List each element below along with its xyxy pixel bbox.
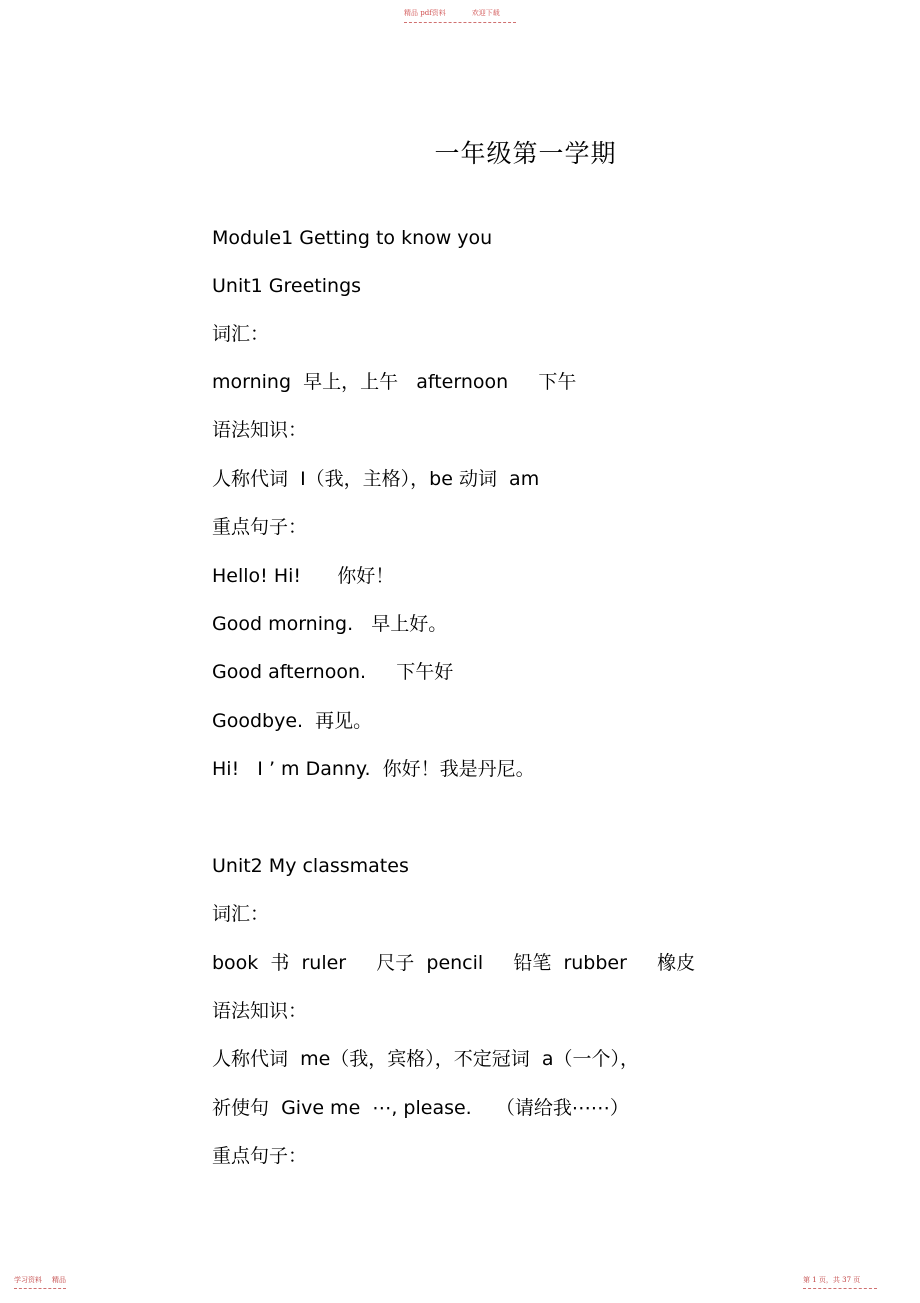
header-left-text: 精品 pdf资料	[404, 9, 446, 17]
vocabulary-line: book 书 ruler 尺子 pencil 铅笔 rubber 橡皮	[212, 952, 696, 974]
section-label: 词汇：	[212, 323, 270, 345]
document-title: 一年级第一学期	[434, 139, 617, 168]
footer-right-divider	[803, 1288, 877, 1289]
vocabulary-line: morning 早上，上午 afternoon 下午	[212, 371, 577, 393]
page-header	[404, 8, 500, 18]
header-divider	[404, 22, 516, 23]
footer-left-text-a: 学习资料	[14, 1276, 42, 1284]
page-number: 第 1 页，共 37 页	[803, 1276, 861, 1284]
sentence-line: Hi! I ’ m Danny. 你好！我是丹尼。	[212, 758, 535, 780]
section-label: 语法知识：	[212, 419, 308, 441]
grammar-line: 祈使句 Give me ⋯, please. （请给我⋯⋯）	[212, 1097, 629, 1119]
section-label: 语法知识：	[212, 1000, 308, 1022]
unit-heading: Unit1 Greetings	[212, 275, 362, 297]
footer-left-divider	[14, 1288, 66, 1289]
unit-heading: Unit2 My classmates	[212, 855, 409, 877]
footer-left-text-b: 精品	[52, 1276, 66, 1284]
section-label: 重点句子：	[212, 1145, 308, 1167]
section-label: 词汇：	[212, 903, 270, 925]
sentence-line: Goodbye. 再见。	[212, 710, 373, 732]
header-right-text: 欢迎下载	[471, 9, 500, 17]
grammar-line: 人称代词 me（我，宾格），不定冠词 a（一个），	[212, 1048, 640, 1070]
sentence-line: Good afternoon. 下午好	[212, 661, 454, 683]
section-label: 重点句子：	[212, 516, 308, 538]
footer-left	[14, 1275, 66, 1285]
grammar-line: 人称代词 I（我，主格），be 动词 am	[212, 468, 540, 490]
module-heading: Module1 Getting to know you	[212, 227, 493, 249]
sentence-line: Hello! Hi! 你好！	[212, 565, 395, 587]
sentence-line: Good morning. 早上好。	[212, 613, 448, 635]
